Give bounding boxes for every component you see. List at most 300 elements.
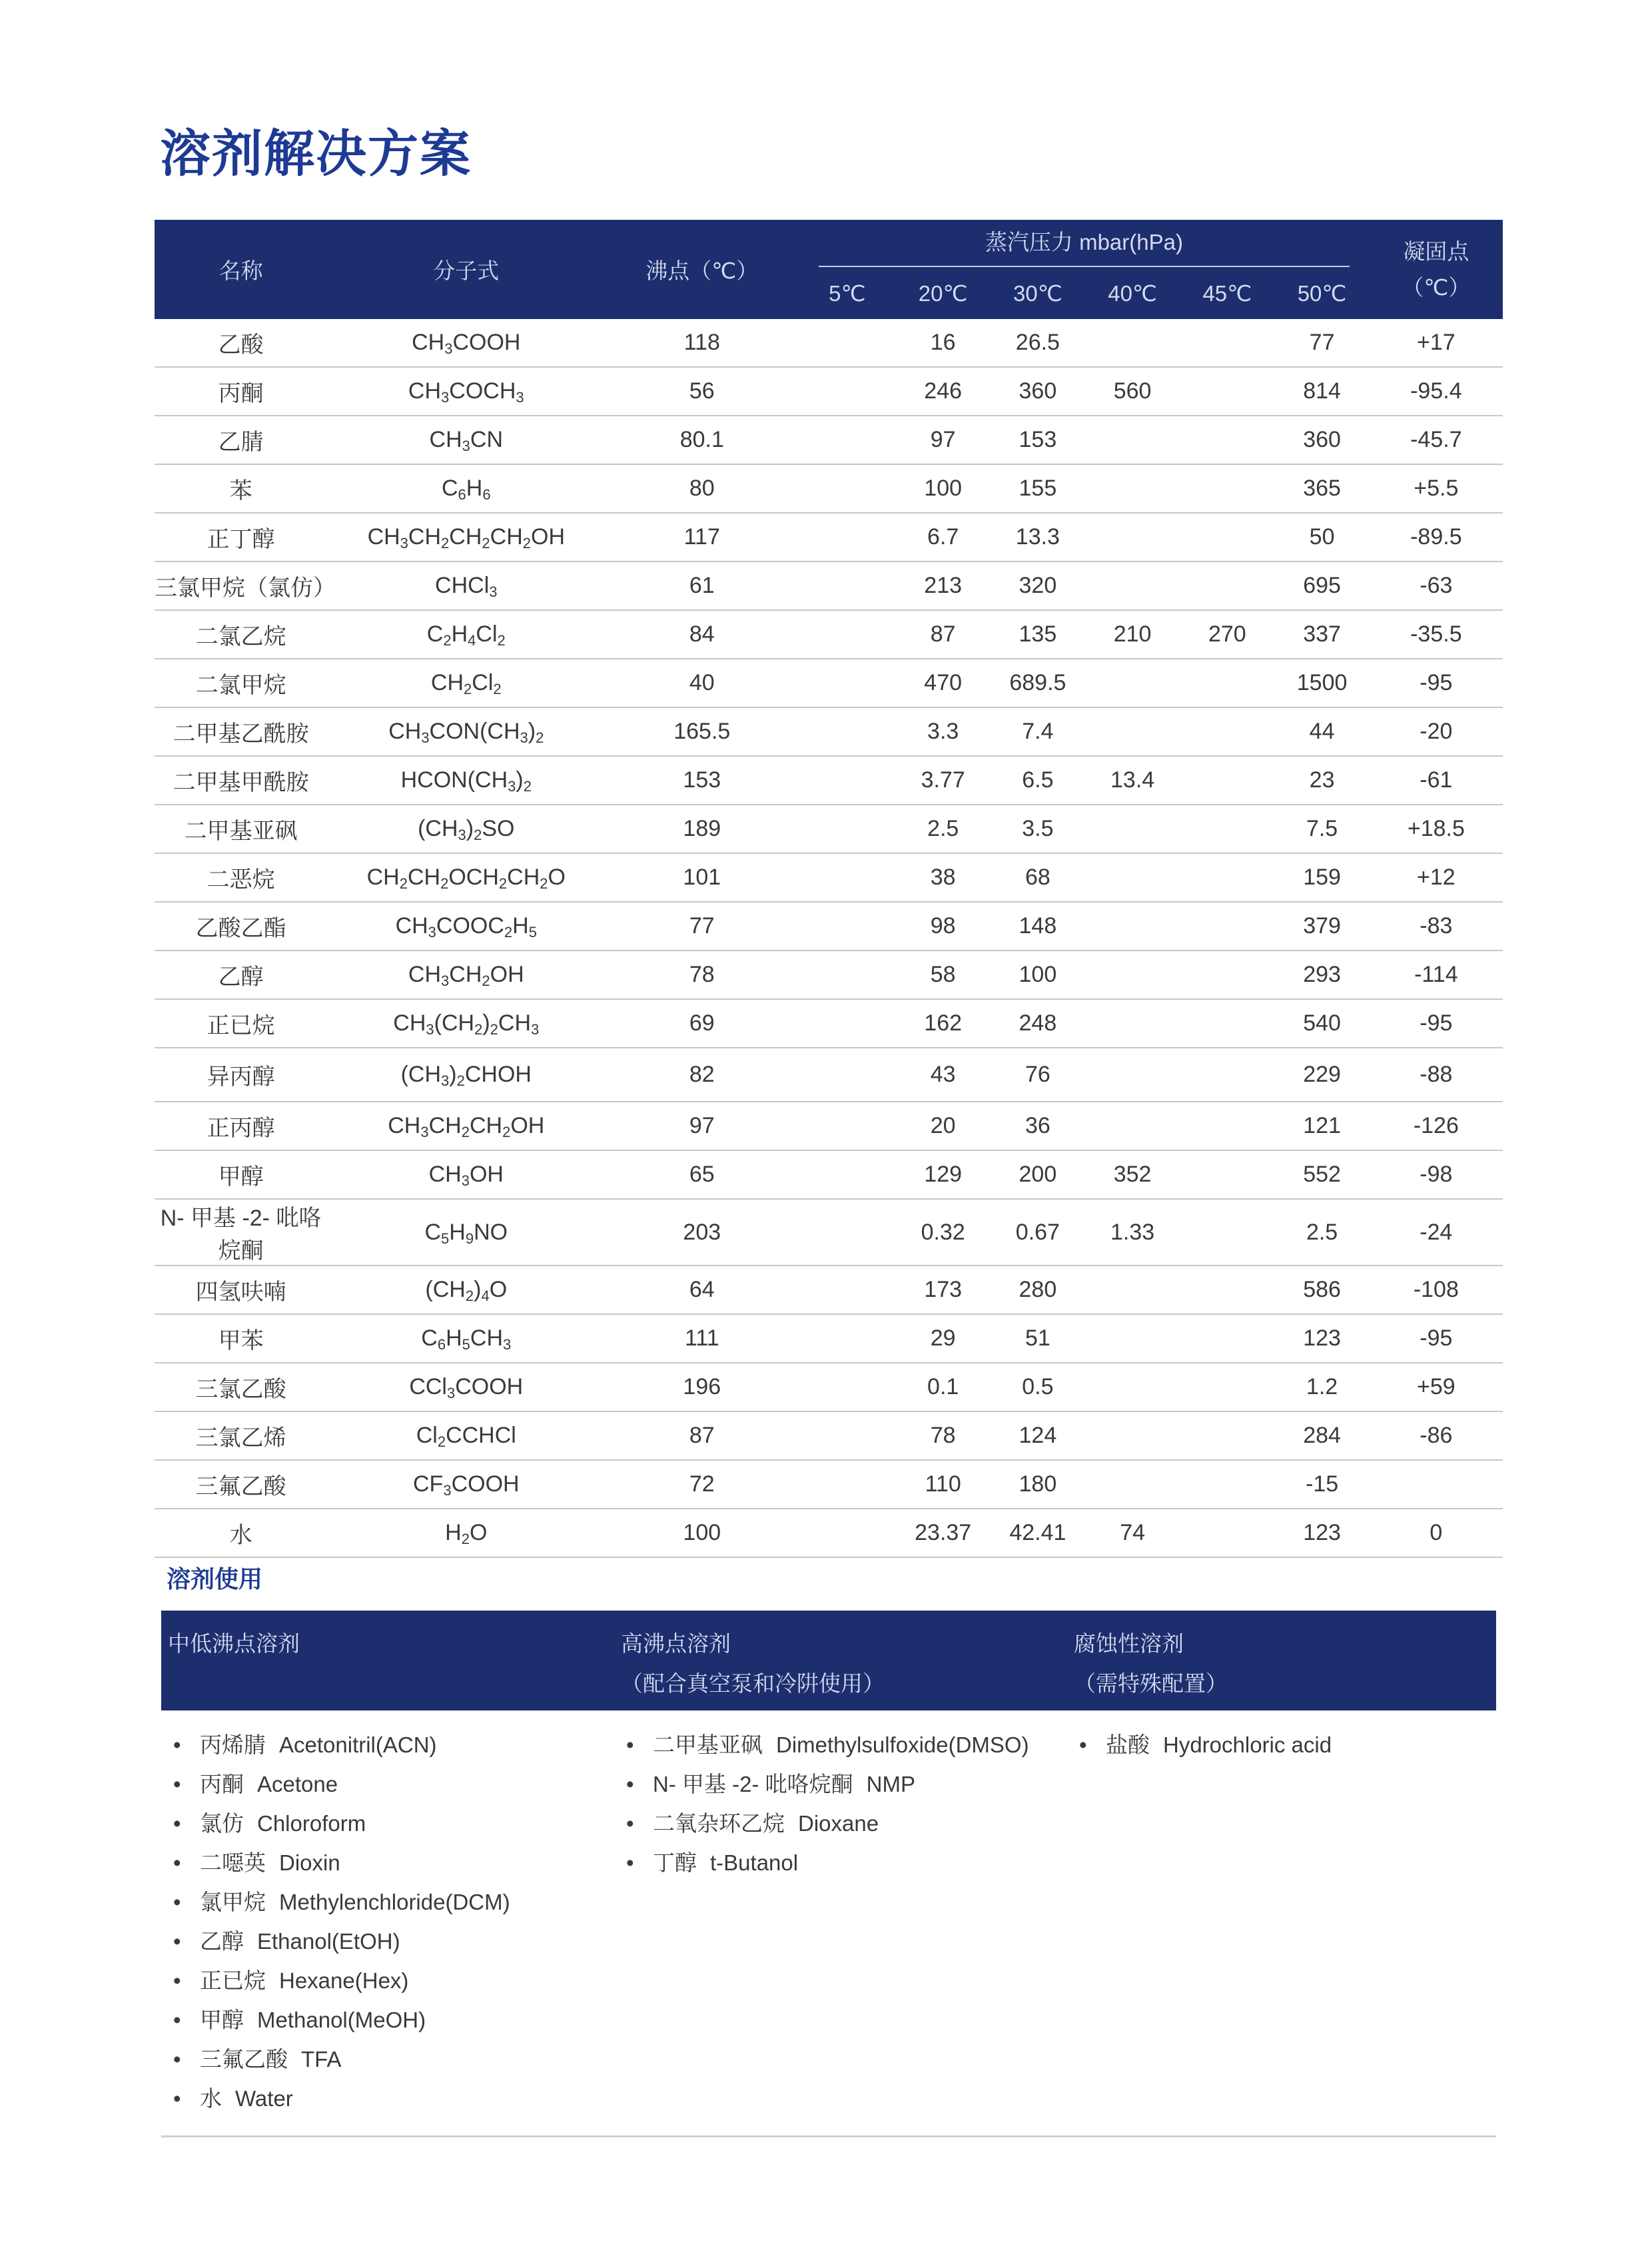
vapor-40c-cell xyxy=(1085,707,1180,756)
bullet-icon: • xyxy=(173,1890,181,1914)
vapor-20c-cell: 58 xyxy=(896,950,991,999)
table-row xyxy=(155,902,1503,950)
solvent-name-cell: 三氯乙烯 xyxy=(155,1411,327,1460)
vapor-5c-cell xyxy=(799,561,895,610)
vapor-20c-cell: 78 xyxy=(896,1411,991,1460)
vapor-40c-cell xyxy=(1085,513,1180,561)
vapor-20c-cell: 20 xyxy=(896,1102,991,1150)
vapor-45c-cell xyxy=(1180,999,1274,1048)
vapor-45c-cell xyxy=(1180,950,1274,999)
vapor-40c-cell xyxy=(1085,1266,1180,1314)
solvent-name-cell: N- 甲基 -2- 吡咯烷酮 xyxy=(155,1199,327,1266)
vapor-45c-cell xyxy=(1180,1314,1274,1363)
vapor-50c-cell: 540 xyxy=(1274,999,1369,1048)
vapor-40c-cell xyxy=(1085,853,1180,902)
boiling-point-cell: 117 xyxy=(605,513,799,561)
vapor-30c-cell: 36 xyxy=(991,1102,1085,1150)
vapor-45c-cell xyxy=(1180,1048,1274,1102)
boiling-point-cell: 97 xyxy=(605,1102,799,1150)
boiling-point-cell: 203 xyxy=(605,1199,799,1266)
vapor-5c-cell xyxy=(799,464,895,513)
vapor-50c-cell: 7.5 xyxy=(1274,805,1369,853)
formula-cell: $CH_2Cl_2$ xyxy=(327,659,605,707)
header-freezing-point-line1: 凝固点 xyxy=(1403,238,1469,264)
vapor-20c-cell: 3.77 xyxy=(896,756,991,805)
vapor-30c-cell: 360 xyxy=(991,367,1085,416)
header-boiling-point: 沸点（℃） xyxy=(605,220,799,319)
vapor-45c-cell xyxy=(1180,561,1274,610)
formula-cell: $CH_3COOC_2H_5$ xyxy=(327,902,605,950)
formula-cell: $CH_3(CH_2)_2CH_3$ xyxy=(327,999,605,1048)
formula-cell: $C_2H_4Cl_2$ xyxy=(327,610,605,659)
list-item xyxy=(168,1843,614,1882)
vapor-30c-cell: 6.5 xyxy=(991,756,1085,805)
freezing-point-cell: -95 xyxy=(1370,1314,1503,1363)
solvent-name-cell: 二甲基乙酰胺 xyxy=(155,707,327,756)
table-row xyxy=(155,1363,1503,1411)
boiling-point-cell: 153 xyxy=(605,756,799,805)
vapor-20c-cell: 3.3 xyxy=(896,707,991,756)
table-row xyxy=(155,805,1503,853)
list-item xyxy=(168,1882,614,1922)
boiling-point-cell: 189 xyxy=(605,805,799,853)
list-item xyxy=(168,1804,614,1843)
bullet-icon: • xyxy=(173,2008,181,2032)
table-row xyxy=(155,659,1503,707)
vapor-50c-cell: 229 xyxy=(1274,1048,1369,1102)
vapor-45c-cell xyxy=(1180,853,1274,902)
freezing-point-cell: -95 xyxy=(1370,659,1503,707)
bullet-icon: • xyxy=(626,1732,634,1757)
vapor-40c-cell xyxy=(1085,902,1180,950)
solvent-en-name: Chloroform xyxy=(257,1811,366,1836)
bullet-icon: • xyxy=(173,1929,181,1954)
boiling-point-cell: 77 xyxy=(605,902,799,950)
vapor-20c-cell: 0.32 xyxy=(896,1199,991,1266)
solvent-name-cell: 正已烷 xyxy=(155,999,327,1048)
formula-cell: $(CH_2)_4O$ xyxy=(327,1266,605,1314)
solvent-en-name: Methylenchloride(DCM) xyxy=(279,1890,510,1914)
table-row xyxy=(155,1411,1503,1460)
table-row xyxy=(155,1048,1503,1102)
freezing-point-cell: -98 xyxy=(1370,1150,1503,1199)
bullet-icon: • xyxy=(626,1850,634,1875)
vapor-30c-cell: 68 xyxy=(991,853,1085,902)
formula-cell: $CH_3CH_2CH_2CH_2OH$ xyxy=(327,513,605,561)
vapor-30c-cell: 3.5 xyxy=(991,805,1085,853)
vapor-5c-cell xyxy=(799,367,895,416)
boiling-point-cell: 165.5 xyxy=(605,707,799,756)
solvent-name-cell: 水 xyxy=(155,1509,327,1557)
vapor-30c-cell: 42.41 xyxy=(991,1509,1085,1557)
header-name: 名称 xyxy=(155,220,327,319)
bullet-icon: • xyxy=(1079,1732,1087,1757)
freezing-point-cell: -63 xyxy=(1370,561,1503,610)
solvent-name-cell: 二氯甲烷 xyxy=(155,659,327,707)
table-row xyxy=(155,513,1503,561)
vapor-45c-cell xyxy=(1180,659,1274,707)
freezing-point-cell: -95.4 xyxy=(1370,367,1503,416)
boiling-point-cell: 78 xyxy=(605,950,799,999)
boiling-point-cell: 80.1 xyxy=(605,416,799,464)
formula-cell: $C_6H_6$ xyxy=(327,464,605,513)
page-title: 溶剂解决方案 xyxy=(160,124,472,183)
vapor-50c-cell: 695 xyxy=(1274,561,1369,610)
vapor-20c-cell: 16 xyxy=(896,319,991,367)
freezing-point-cell: +5.5 xyxy=(1370,464,1503,513)
formula-cell: $CH_3COOH$ xyxy=(327,319,605,367)
vapor-45c-cell xyxy=(1180,1363,1274,1411)
vapor-5c-cell xyxy=(799,1102,895,1150)
formula-cell: $CH_3CH_2OH$ xyxy=(327,950,605,999)
vapor-50c-cell: 284 xyxy=(1274,1411,1369,1460)
vapor-40c-cell: 1.33 xyxy=(1085,1199,1180,1266)
usage-column-subheading: （配合真空泵和冷阱使用） xyxy=(621,1671,885,1696)
freezing-point-cell: -88 xyxy=(1370,1048,1503,1102)
vapor-30c-cell: 155 xyxy=(991,464,1085,513)
bullet-icon: • xyxy=(173,2047,181,2071)
vapor-20c-cell: 110 xyxy=(896,1460,991,1509)
list-item xyxy=(168,2040,614,2079)
solvent-cn-name: 丙烯腈 xyxy=(200,1732,266,1757)
table-row xyxy=(155,464,1503,513)
vapor-50c-cell: 121 xyxy=(1274,1102,1369,1150)
list-item xyxy=(168,2079,614,2118)
vapor-30c-cell: 7.4 xyxy=(991,707,1085,756)
list-item xyxy=(168,1922,614,1961)
table-row xyxy=(155,756,1503,805)
vapor-40c-cell: 560 xyxy=(1085,367,1180,416)
solvent-cn-name: 氯甲烷 xyxy=(200,1890,266,1914)
vapor-50c-cell: 814 xyxy=(1274,367,1369,416)
vapor-45c-cell xyxy=(1180,1411,1274,1460)
solvent-cn-name: 水 xyxy=(200,2086,222,2111)
vapor-40c-cell xyxy=(1085,416,1180,464)
freezing-point-cell: +17 xyxy=(1370,319,1503,367)
vapor-5c-cell xyxy=(799,902,895,950)
table-row xyxy=(155,1460,1503,1509)
solvent-en-name: Acetonitril(ACN) xyxy=(279,1732,437,1757)
vapor-30c-cell: 13.3 xyxy=(991,513,1085,561)
formula-cell: $CH_3CON(CH_3)_2$ xyxy=(327,707,605,756)
vapor-40c-cell xyxy=(1085,319,1180,367)
list-item xyxy=(168,1725,614,1764)
freezing-point-cell: -20 xyxy=(1370,707,1503,756)
solvent-name-cell: 三氯甲烷（氯仿） xyxy=(155,561,327,610)
vapor-30c-cell: 148 xyxy=(991,902,1085,950)
table-row xyxy=(155,999,1503,1048)
boiling-point-cell: 100 xyxy=(605,1509,799,1557)
vapor-40c-cell xyxy=(1085,950,1180,999)
formula-cell: $CH_3CN$ xyxy=(327,416,605,464)
vapor-45c-cell: 270 xyxy=(1180,610,1274,659)
usage-column-cell xyxy=(614,1710,1067,2137)
vapor-45c-cell xyxy=(1180,1460,1274,1509)
vapor-40c-cell xyxy=(1085,1048,1180,1102)
vapor-40c-cell xyxy=(1085,805,1180,853)
table-row xyxy=(155,319,1503,367)
formula-cell: CHCl$_3$ xyxy=(327,561,605,610)
solvent-name-cell: 二恶烷 xyxy=(155,853,327,902)
freezing-point-cell: -114 xyxy=(1370,950,1503,999)
table-row xyxy=(155,367,1503,416)
header-formula: 分子式 xyxy=(327,220,605,319)
formula-cell: $CH_2CH_2OCH_2CH_2O$ xyxy=(327,853,605,902)
vapor-40c-cell: 210 xyxy=(1085,610,1180,659)
solvent-name-cell: 二甲基甲酰胺 xyxy=(155,756,327,805)
vapor-5c-cell xyxy=(799,1363,895,1411)
vapor-40c-cell xyxy=(1085,1411,1180,1460)
solvent-cn-name: 三氟乙酸 xyxy=(200,2047,288,2071)
vapor-45c-cell xyxy=(1180,1199,1274,1266)
vapor-20c-cell: 38 xyxy=(896,853,991,902)
formula-cell: $CH_3CH_2CH_2OH$ xyxy=(327,1102,605,1150)
vapor-50c-cell: 365 xyxy=(1274,464,1369,513)
vapor-5c-cell xyxy=(799,1509,895,1557)
list-item xyxy=(621,1725,1067,1764)
vapor-20c-cell: 6.7 xyxy=(896,513,991,561)
boiling-point-cell: 56 xyxy=(605,367,799,416)
vapor-40c-cell: 13.4 xyxy=(1085,756,1180,805)
vapor-40c-cell xyxy=(1085,1460,1180,1509)
freezing-point-cell: -89.5 xyxy=(1370,513,1503,561)
solvent-name-cell: 乙酸 xyxy=(155,319,327,367)
vapor-5c-cell xyxy=(799,1460,895,1509)
usage-column-cell xyxy=(1067,1710,1496,2137)
vapor-20c-cell: 2.5 xyxy=(896,805,991,853)
table-row xyxy=(155,1314,1503,1363)
solvent-cn-name: 丁醇 xyxy=(653,1850,697,1875)
solvent-cn-name: N- 甲基 -2- 吡咯烷酮 xyxy=(653,1772,853,1796)
solvent-en-name: Hydrochloric acid xyxy=(1163,1732,1332,1757)
vapor-20c-cell: 162 xyxy=(896,999,991,1048)
solvent-en-name: TFA xyxy=(301,2047,342,2071)
boiling-point-cell: 101 xyxy=(605,853,799,902)
boiling-point-cell: 61 xyxy=(605,561,799,610)
vapor-5c-cell xyxy=(799,416,895,464)
table-row xyxy=(155,707,1503,756)
freezing-point-cell: -83 xyxy=(1370,902,1503,950)
boiling-point-cell: 40 xyxy=(605,659,799,707)
freezing-point-cell: -45.7 xyxy=(1370,416,1503,464)
vapor-50c-cell: 123 xyxy=(1274,1509,1369,1557)
vapor-20c-cell: 173 xyxy=(896,1266,991,1314)
vapor-5c-cell xyxy=(799,707,895,756)
vapor-30c-cell: 51 xyxy=(991,1314,1085,1363)
vapor-40c-cell xyxy=(1085,659,1180,707)
formula-cell: $C_6H_5CH_3$ xyxy=(327,1314,605,1363)
freezing-point-cell: -24 xyxy=(1370,1199,1503,1266)
vapor-50c-cell: 360 xyxy=(1274,416,1369,464)
usage-list xyxy=(168,1725,614,2118)
formula-cell: $Cl_2CCHCl$ xyxy=(327,1411,605,1460)
solvent-name-cell: 三氯乙酸 xyxy=(155,1363,327,1411)
bullet-icon: • xyxy=(173,1732,181,1757)
boiling-point-cell: 69 xyxy=(605,999,799,1048)
solvent-cn-name: 二甲基亚砜 xyxy=(653,1732,763,1757)
list-item xyxy=(1074,1725,1496,1764)
vapor-30c-cell: 135 xyxy=(991,610,1085,659)
header-temp-20: 20℃ xyxy=(896,267,991,319)
vapor-50c-cell: 44 xyxy=(1274,707,1369,756)
formula-cell: $C_5H_9NO$ xyxy=(327,1199,605,1266)
solvent-property-table xyxy=(155,220,1503,1558)
vapor-5c-cell xyxy=(799,1411,895,1460)
vapor-5c-cell xyxy=(799,1314,895,1363)
freezing-point-cell: -61 xyxy=(1370,756,1503,805)
bullet-icon: • xyxy=(173,1811,181,1836)
usage-list xyxy=(621,1725,1067,1882)
solvent-name-cell: 乙腈 xyxy=(155,416,327,464)
freezing-point-cell: +18.5 xyxy=(1370,805,1503,853)
vapor-5c-cell xyxy=(799,805,895,853)
header-temp-30: 30℃ xyxy=(991,267,1085,319)
vapor-50c-cell: 50 xyxy=(1274,513,1369,561)
vapor-30c-cell: 180 xyxy=(991,1460,1085,1509)
solvent-name-cell: 甲醇 xyxy=(155,1150,327,1199)
solvent-name-cell: 三氟乙酸 xyxy=(155,1460,327,1509)
usage-list xyxy=(1074,1725,1496,1764)
vapor-45c-cell xyxy=(1180,513,1274,561)
vapor-45c-cell xyxy=(1180,1150,1274,1199)
boiling-point-cell: 82 xyxy=(605,1048,799,1102)
vapor-5c-cell xyxy=(799,999,895,1048)
vapor-30c-cell: 76 xyxy=(991,1048,1085,1102)
vapor-20c-cell: 246 xyxy=(896,367,991,416)
vapor-20c-cell: 98 xyxy=(896,902,991,950)
bullet-icon: • xyxy=(173,1968,181,1993)
solvent-en-name: Methanol(MeOH) xyxy=(257,2008,426,2032)
vapor-20c-cell: 100 xyxy=(896,464,991,513)
formula-cell: $(CH_3)_2SO$ xyxy=(327,805,605,853)
solvent-name-cell: 甲苯 xyxy=(155,1314,327,1363)
table-row xyxy=(155,561,1503,610)
bullet-icon: • xyxy=(173,1772,181,1796)
freezing-point-cell: -108 xyxy=(1370,1266,1503,1314)
vapor-20c-cell: 213 xyxy=(896,561,991,610)
vapor-45c-cell xyxy=(1180,805,1274,853)
list-item xyxy=(168,2000,614,2040)
solvent-name-cell: 二氯乙烷 xyxy=(155,610,327,659)
vapor-30c-cell: 248 xyxy=(991,999,1085,1048)
freezing-point-cell xyxy=(1370,1460,1503,1509)
bullet-icon: • xyxy=(626,1811,634,1836)
formula-cell: CCl$_3$COOH xyxy=(327,1363,605,1411)
solvent-table-body xyxy=(155,319,1503,1557)
usage-column-header xyxy=(1067,1611,1496,1710)
boiling-point-cell: 196 xyxy=(605,1363,799,1411)
header-freezing-point xyxy=(1370,220,1503,319)
vapor-45c-cell xyxy=(1180,1102,1274,1150)
vapor-45c-cell xyxy=(1180,464,1274,513)
solvent-en-name: Dioxane xyxy=(798,1811,879,1836)
bullet-icon: • xyxy=(626,1772,634,1796)
vapor-40c-cell xyxy=(1085,464,1180,513)
vapor-30c-cell: 0.5 xyxy=(991,1363,1085,1411)
table-row xyxy=(155,610,1503,659)
solvent-cn-name: 二氧杂环乙烷 xyxy=(653,1811,785,1836)
vapor-30c-cell: 0.67 xyxy=(991,1199,1085,1266)
solvent-en-name: Water xyxy=(235,2086,293,2111)
solvent-en-name: t-Butanol xyxy=(710,1850,799,1875)
table-row xyxy=(155,1266,1503,1314)
vapor-5c-cell xyxy=(799,610,895,659)
vapor-50c-cell: 379 xyxy=(1274,902,1369,950)
vapor-40c-cell xyxy=(1085,561,1180,610)
vapor-45c-cell xyxy=(1180,1509,1274,1557)
vapor-30c-cell: 280 xyxy=(991,1266,1085,1314)
vapor-50c-cell: 293 xyxy=(1274,950,1369,999)
table-row xyxy=(155,416,1503,464)
vapor-45c-cell xyxy=(1180,756,1274,805)
bullet-icon: • xyxy=(173,1850,181,1875)
solvent-en-name: Acetone xyxy=(257,1772,338,1796)
solvent-cn-name: 二噁英 xyxy=(200,1850,266,1875)
vapor-45c-cell xyxy=(1180,1266,1274,1314)
solvent-usage-table xyxy=(161,1611,1496,2137)
vapor-50c-cell: 23 xyxy=(1274,756,1369,805)
vapor-20c-cell: 29 xyxy=(896,1314,991,1363)
vapor-40c-cell: 352 xyxy=(1085,1150,1180,1199)
vapor-5c-cell xyxy=(799,950,895,999)
vapor-20c-cell: 470 xyxy=(896,659,991,707)
vapor-45c-cell xyxy=(1180,416,1274,464)
solvent-cn-name: 甲醇 xyxy=(200,2008,244,2032)
list-item xyxy=(621,1843,1067,1882)
boiling-point-cell: 84 xyxy=(605,610,799,659)
freezing-point-cell: +12 xyxy=(1370,853,1503,902)
freezing-point-cell: -95 xyxy=(1370,999,1503,1048)
vapor-5c-cell xyxy=(799,853,895,902)
vapor-20c-cell: 43 xyxy=(896,1048,991,1102)
boiling-point-cell: 64 xyxy=(605,1266,799,1314)
usage-column-cell xyxy=(161,1710,614,2137)
vapor-5c-cell xyxy=(799,756,895,805)
table-row xyxy=(155,950,1503,999)
list-item xyxy=(621,1804,1067,1843)
vapor-45c-cell xyxy=(1180,367,1274,416)
solvent-en-name: Dimethylsulfoxide(DMSO) xyxy=(776,1732,1029,1757)
vapor-30c-cell: 26.5 xyxy=(991,319,1085,367)
formula-cell: $CH_3COCH_3$ xyxy=(327,367,605,416)
vapor-40c-cell xyxy=(1085,1314,1180,1363)
vapor-30c-cell: 689.5 xyxy=(991,659,1085,707)
solvent-name-cell: 四氢呋喃 xyxy=(155,1266,327,1314)
boiling-point-cell: 118 xyxy=(605,319,799,367)
header-vapor-pressure xyxy=(799,220,1370,267)
boiling-point-cell: 80 xyxy=(605,464,799,513)
vapor-50c-cell: 123 xyxy=(1274,1314,1369,1363)
solvent-name-cell: 乙醇 xyxy=(155,950,327,999)
vapor-30c-cell: 200 xyxy=(991,1150,1085,1199)
vapor-20c-cell: 97 xyxy=(896,416,991,464)
formula-cell: $CH_3OH$ xyxy=(327,1150,605,1199)
solvent-name-cell: 异丙醇 xyxy=(155,1048,327,1102)
formula-cell: $H_2O$ xyxy=(327,1509,605,1557)
solvent-name-cell: 正丁醇 xyxy=(155,513,327,561)
vapor-30c-cell: 320 xyxy=(991,561,1085,610)
solvent-en-name: Dioxin xyxy=(279,1850,340,1875)
usage-column-subheading: （需特殊配置） xyxy=(1074,1671,1228,1696)
vapor-20c-cell: 129 xyxy=(896,1150,991,1199)
solvent-cn-name: 丙酮 xyxy=(200,1772,244,1796)
vapor-20c-cell: 0.1 xyxy=(896,1363,991,1411)
bullet-icon: • xyxy=(173,2086,181,2111)
list-item xyxy=(168,1764,614,1804)
vapor-50c-cell: 77 xyxy=(1274,319,1369,367)
solvent-en-name: Hexane(Hex) xyxy=(279,1968,409,1993)
solvent-name-cell: 二甲基亚砜 xyxy=(155,805,327,853)
